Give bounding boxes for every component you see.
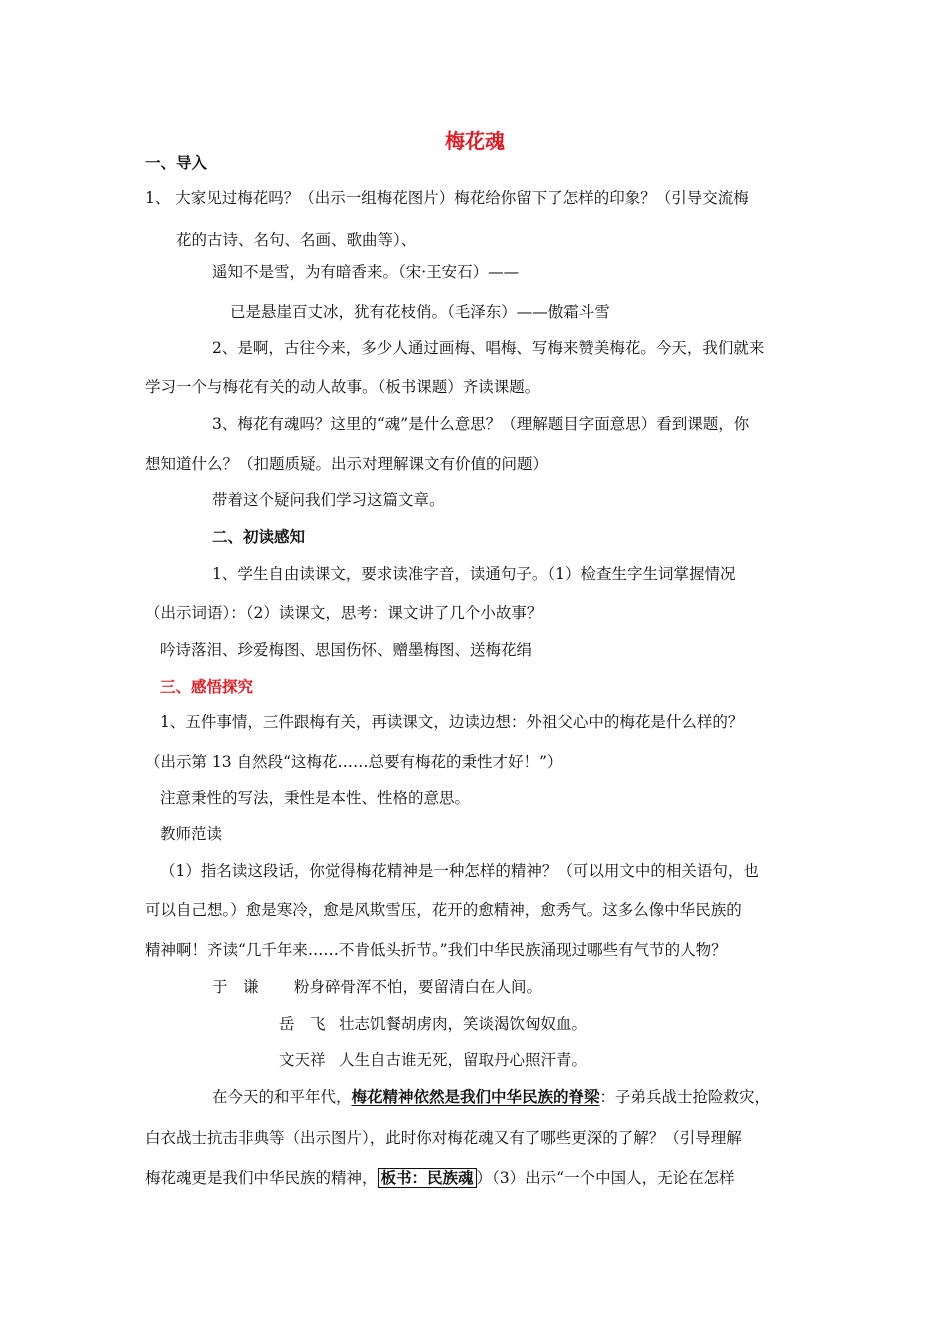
hero-verse: 粉身碎骨浑不怕，要留清白在人间。 <box>294 978 543 996</box>
paragraph-line: 想知道什么？（扣题质疑。出示对理解课文有价值的问题） <box>145 455 549 473</box>
paragraph-line: 3、梅花有魂吗？这里的“魂”是什么意思？（理解题目字面意思）看到课题，你 <box>212 415 750 433</box>
paragraph-line: 花的古诗、名句、名画、歌曲等）、 <box>176 231 417 249</box>
paragraph-line <box>212 1087 770 1107</box>
paragraph-line: 吟诗落泪、珍爱梅图、思国伤怀、赠墨梅图、送梅花绢 <box>160 641 533 659</box>
paragraph-line: 1、 大家见过梅花吗？（出示一组梅花图片）梅花给你留下了怎样的印象？（引导交流梅 <box>145 189 749 207</box>
text-run: 在今天的和平年代， <box>212 1088 352 1106</box>
hero-verse: 壮志饥餐胡虏肉，笑谈渴饮匈奴血。 <box>339 1015 588 1033</box>
paragraph-line: 1、五件事情，三件跟梅有关，再读课文，边读边想：外祖父心中的梅花是什么样的？ <box>160 713 744 731</box>
hero-name: 文天祥 <box>279 1051 326 1069</box>
text-run: ：子弟兵战士抢险救灾， <box>599 1088 771 1106</box>
text-run: 梅花魂更是我们中华民族的精神， <box>145 1169 378 1187</box>
poem-line: 遥知不是雪，为有暗香来。（宋·王安石）—— <box>212 263 520 281</box>
paragraph-line: 2、是啊，古往今来，多少人通过画梅、唱梅、写梅来赞美梅花。今天，我们就来 <box>212 339 765 357</box>
paragraph-line: （1）指名读这段话，你觉得梅花精神是一种怎样的精神？（可以用文中的相关语句，也 <box>160 862 759 880</box>
emphasized-phrase: 梅花精神依然是我们中华民族的脊梁 <box>351 1088 600 1106</box>
board-note-box: 板书：民族魂 <box>378 1168 477 1188</box>
section-heading-first-reading: 二、初读感知 <box>212 528 306 546</box>
section-heading-exploration: 三、感悟探究 <box>160 678 254 696</box>
section-heading-intro: 一、导入 <box>145 154 208 172</box>
paragraph-line: 学习一个与梅花有关的动人故事。（板书课题）齐读课题。 <box>145 378 541 396</box>
paragraph-line <box>145 1168 735 1188</box>
hero-name: 岳 飞 <box>279 1015 326 1033</box>
paragraph-line: （出示第 13 自然段“这梅花……总要有梅花的秉性才好！”） <box>145 753 563 771</box>
paragraph-line: 注意秉性的写法，秉性是本性、性格的意思。 <box>160 789 471 807</box>
hero-name: 于 谦 <box>212 978 259 996</box>
paragraph-line: 教师范读 <box>160 825 223 843</box>
paragraph-line: 精神啊！齐读“几千年来……不肯低头折节。”我们中华民族涌现过哪些有气节的人物？ <box>145 941 727 959</box>
paragraph-line: 白衣战士抗击非典等（出示图片），此时你对梅花魂又有了哪些更深的了解？（引导理解 <box>145 1129 742 1147</box>
hero-row <box>212 977 542 997</box>
paragraph-line: 1、学生自由读课文，要求读准字音，读通句子。（1）检查生字生词掌握情况 <box>212 565 736 583</box>
paragraph-line: （出示词语）：（2）读课文，思考：课文讲了几个小故事？ <box>145 604 543 622</box>
hero-verse: 人生自古谁无死，留取丹心照汗青。 <box>339 1051 588 1069</box>
paragraph-line: 带着这个疑问我们学习这篇文章。 <box>212 491 445 509</box>
hero-row <box>279 1050 587 1070</box>
text-run: ）（3）出示“一个中国人，无论在怎样 <box>476 1169 735 1187</box>
paragraph-line: 可以自己想。）愈是寒冷，愈是风欺雪压，花开的愈精神，愈秀气。这多么像中华民族的 <box>145 901 742 919</box>
hero-row <box>279 1014 587 1034</box>
document-title: 梅花魂 <box>445 129 505 153</box>
poem-line: 已是悬崖百丈冰，犹有花枝俏。（毛泽东）——傲霜斗雪 <box>230 303 610 321</box>
